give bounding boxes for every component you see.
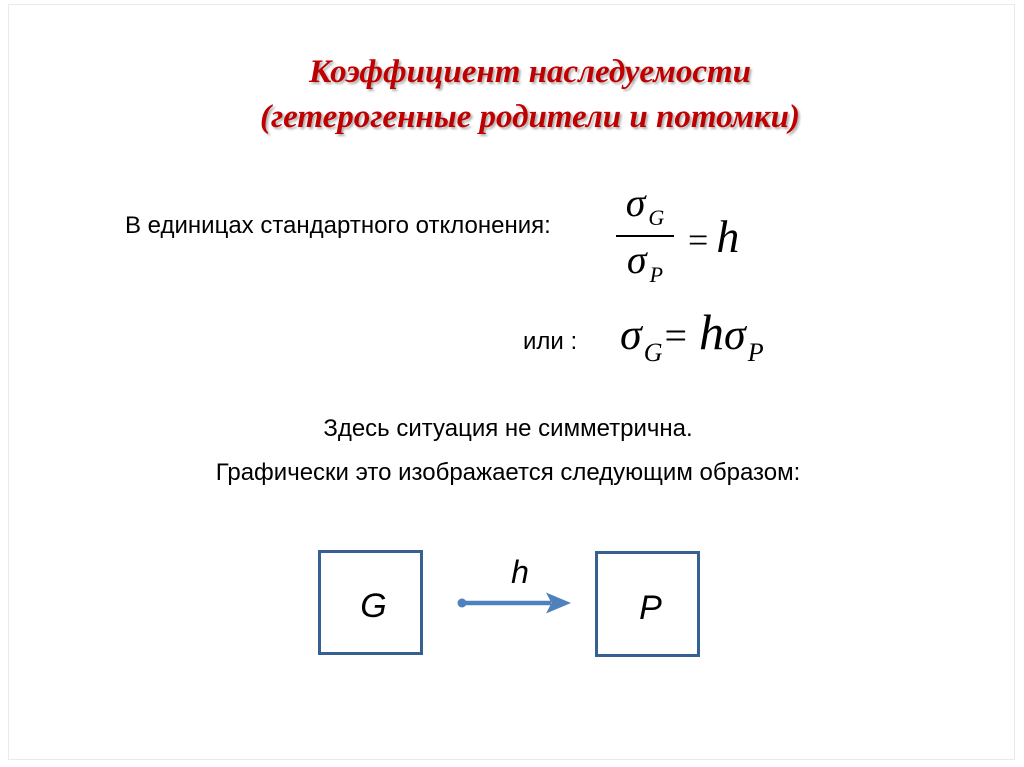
h-variable: h bbox=[716, 210, 740, 262]
intro-label: В единицах стандартного отклонения: bbox=[125, 212, 551, 239]
sigma-symbol: σ bbox=[625, 180, 646, 225]
equals-sign: = bbox=[688, 219, 709, 260]
slide-title bbox=[30, 50, 1024, 140]
sigma-symbol: σ bbox=[620, 310, 642, 359]
arrow-icon bbox=[452, 585, 577, 621]
formula-sigma-product bbox=[620, 304, 764, 373]
sigma-symbol: σ bbox=[626, 237, 647, 282]
subscript-g: G bbox=[648, 205, 665, 230]
diagram-box-g-label: G bbox=[360, 587, 387, 625]
note-graphic-intro: Графически это изображается следующим образом: bbox=[215, 459, 801, 486]
title-line-2: (гетерогенные родители и потомки) bbox=[259, 99, 801, 135]
fraction bbox=[616, 182, 674, 290]
title-line-1: Коэффициент наследуемости bbox=[308, 54, 752, 90]
diagram-box-p-label: P bbox=[639, 588, 662, 627]
equals-sign: = bbox=[664, 313, 688, 358]
fraction-denominator bbox=[627, 239, 663, 290]
fraction-numerator bbox=[626, 182, 665, 233]
or-label: или : bbox=[523, 328, 578, 355]
sigma-symbol: σ bbox=[724, 310, 746, 359]
note-asymmetry: Здесь ситуация не симметрична. bbox=[323, 415, 693, 442]
h-variable: h bbox=[699, 304, 725, 360]
subscript-p: P bbox=[649, 262, 664, 287]
arrow-label-h: h bbox=[511, 554, 529, 590]
diagram-box-p bbox=[595, 551, 700, 657]
subscript-p: P bbox=[747, 338, 764, 367]
subscript-g: G bbox=[643, 338, 663, 367]
equals-result bbox=[688, 210, 739, 263]
diagram-box-g bbox=[318, 550, 423, 655]
formula-sigma-ratio bbox=[616, 182, 739, 290]
